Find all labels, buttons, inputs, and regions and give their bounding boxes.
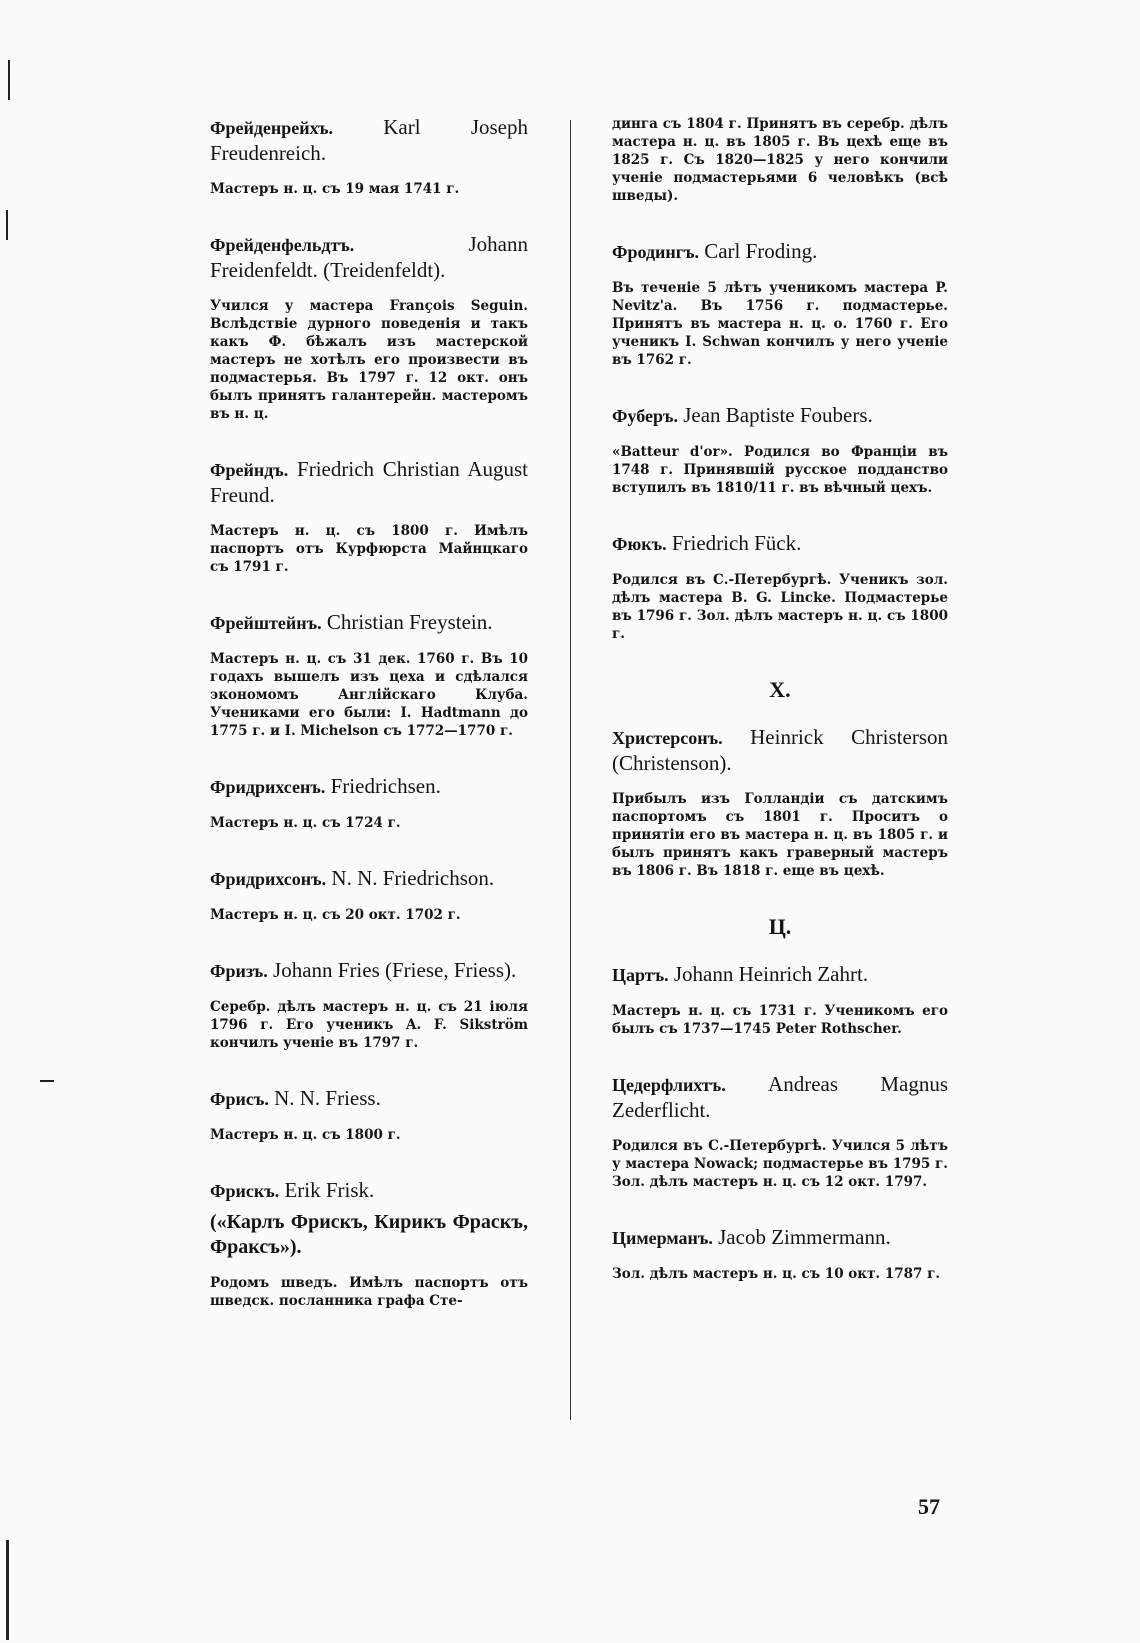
entry-heading bbox=[612, 962, 948, 988]
entry-name: Erik Frisk. bbox=[284, 1178, 375, 1202]
entry-body: Мастеръ н. ц. съ 1731 г. Ученикомъ его былъ съ 1737—1745 Peter Rothscher. bbox=[612, 1003, 948, 1037]
entry bbox=[612, 1072, 948, 1191]
entry bbox=[612, 239, 948, 369]
entry-body: Родомъ шведъ. Имѣлъ паспортъ отъ шведск. посланника графа Сте- bbox=[210, 1275, 528, 1309]
entry-heading bbox=[612, 403, 948, 429]
entry-body: Мастеръ н. ц. съ 31 дек. 1760 г. Въ 10 годахъ вышелъ изъ цеха и сдѣлался экономомъ Англійскаго Клуба. Учениками его были: I. Hadtmann до 1775 г. и I. Michelson съ 1772—1770 г. bbox=[210, 651, 528, 739]
entry-body: Мастеръ н. ц. съ 1800 г. bbox=[210, 1127, 401, 1143]
entry-surname: Цартъ. bbox=[612, 965, 669, 985]
entry-body: Родился въ С.-Петербургѣ. Ученикъ зол. дѣлъ мастера B. G. Lincke. Подмастерье въ 1796 г. Зол. дѣлъ мастеръ н. ц. съ 1800 г. bbox=[612, 572, 948, 642]
entry bbox=[612, 1225, 948, 1283]
entry-name: Johann Freidenfeldt. (Treidenfeldt). bbox=[210, 232, 528, 282]
entry-body: Въ теченіе 5 лѣтъ ученикомъ мастера P. Nevitz'а. Въ 1756 г. подмастерье. Принятъ въ мастера н. ц. о. 1760 г. Его ученикъ I. Schwan кончилъ у него ученіе въ 1762 г. bbox=[612, 280, 948, 368]
entry-name: Johann Fries (Friese, Friess). bbox=[273, 958, 517, 982]
entry-body: Прибылъ изъ Голландіи съ датскимъ паспортомъ съ 1801 г. Проситъ о принятіи его въ мастера н. ц. въ 1805 г. и былъ принятъ какъ граверный мастеръ въ 1806 г. Въ 1818 г. еще въ цехѣ. bbox=[612, 791, 948, 879]
entry-body: Мастеръ н. ц. съ 19 мая 1741 г. bbox=[210, 181, 460, 197]
entry-surname: Фридрихсенъ. bbox=[210, 777, 326, 797]
entry bbox=[210, 1086, 528, 1144]
entry-body: Родился въ С.-Петербургѣ. Учился 5 лѣтъ у мастера Nowack; подмастерье въ 1795 г. Зол. дѣлъ мастеръ н. ц. съ 12 окт. 1797. bbox=[612, 1138, 948, 1190]
entry-heading bbox=[612, 1072, 948, 1123]
entry-name: Heinrick Christerson (Christenson). bbox=[612, 725, 948, 775]
margin-mark bbox=[8, 60, 10, 100]
entry-name: Karl Joseph Freudenreich. bbox=[210, 115, 528, 165]
entry-name: Jacob Zimmermann. bbox=[718, 1225, 891, 1249]
entry-name: Christian Freystein. bbox=[326, 610, 493, 634]
entry-name: Andreas Magnus Zederflicht. bbox=[612, 1072, 948, 1122]
entry-heading bbox=[612, 1225, 948, 1251]
entry bbox=[210, 958, 528, 1052]
entry-body: Мастеръ н. ц. съ 1800 г. Имѣлъ паспортъ отъ Курфюрста Майнцкаго съ 1791 г. bbox=[210, 523, 528, 575]
entry-body: Серебр. дѣлъ мастеръ н. ц. съ 21 іюля 1796 г. Его ученикъ A. F. Sikström кончилъ ученіе въ 1797 г. bbox=[210, 999, 528, 1051]
entry-body: Учился у мастера François Seguin. Вслѣдствіе дурного поведенія и такъ какъ Ф. бѣжалъ изъ мастерской мастеръ не хотѣлъ его произвести въ подмастерья. Въ 1797 г. 12 окт. онъ былъ принятъ галантерейн. мастеромъ въ н. ц. bbox=[210, 298, 528, 422]
entry-heading bbox=[210, 115, 528, 166]
left-entry-list bbox=[210, 115, 528, 1144]
entry-surname: Фрейденрейхъ. bbox=[210, 118, 333, 138]
entry bbox=[612, 725, 948, 880]
entry-surname: Фродингъ. bbox=[612, 242, 699, 262]
entry-body: «Batteur d'or». Родился во Франціи въ 1748 г. Принявшій русское подданство вступилъ въ 1810/11 г. въ вѣчный цехъ. bbox=[612, 444, 948, 496]
entry-surname: Фюкъ. bbox=[612, 534, 667, 554]
continuation-text: динга съ 1804 г. Принятъ въ серебр. дѣлъ мастера н. ц. въ 1805 г. Въ цехѣ еще въ 1825 г. Съ 1820—1825 у него кончили ученіе подмастерьями 6 человѣкъ (всѣ шведы). bbox=[612, 116, 948, 204]
entry-name: N. N. Friess. bbox=[274, 1086, 381, 1110]
entry-name: Jean Baptiste Foubers. bbox=[683, 403, 873, 427]
page-number: 57 bbox=[918, 1494, 940, 1519]
entry-name: Friedrich Christian August Freund. bbox=[210, 457, 528, 507]
entry-heading bbox=[210, 610, 528, 636]
entry-body: Мастеръ н. ц. съ 20 окт. 1702 г. bbox=[210, 907, 461, 923]
entry-surname: Фуберъ. bbox=[612, 406, 678, 426]
entry-frisk bbox=[210, 1178, 528, 1310]
entry bbox=[210, 610, 528, 740]
entry-surname: Фризъ. bbox=[210, 961, 268, 981]
entry-surname: Фридрихсонъ. bbox=[210, 869, 327, 889]
entry-surname: Фрейштейнъ. bbox=[210, 613, 322, 633]
entry-surname: Цедерфлихтъ. bbox=[612, 1075, 726, 1095]
section-letter-ts: Ц. bbox=[768, 914, 792, 939]
entry-surname: Фрейденфельдтъ. bbox=[210, 235, 355, 255]
entry-name: Friedrichsen. bbox=[330, 774, 441, 798]
section-letter-kh: Х. bbox=[769, 677, 791, 702]
entry-heading bbox=[612, 725, 948, 776]
entry bbox=[612, 531, 948, 643]
entry-heading bbox=[210, 1086, 528, 1112]
entry-name: Johann Heinrich Zahrt. bbox=[673, 962, 869, 986]
entry-heading bbox=[210, 457, 528, 508]
entry-heading bbox=[210, 1178, 528, 1204]
margin-mark bbox=[6, 1540, 9, 1640]
entry-surname: Фрисъ. bbox=[210, 1089, 269, 1109]
entry bbox=[210, 232, 528, 423]
entry bbox=[210, 774, 528, 832]
entry bbox=[210, 115, 528, 198]
entry bbox=[210, 457, 528, 576]
entry-aka: («Карлъ Фрискъ, Кирикъ Фраскъ, Фраксъ»). bbox=[210, 1211, 528, 1258]
entry-name: Friedrich Fück. bbox=[671, 531, 802, 555]
left-column bbox=[210, 115, 528, 1344]
entry-body: Зол. дѣлъ мастеръ н. ц. съ 10 окт. 1787 г. bbox=[612, 1266, 941, 1282]
entry bbox=[612, 962, 948, 1038]
entry-heading bbox=[210, 866, 528, 892]
entries-f bbox=[612, 239, 948, 643]
right-column bbox=[612, 115, 948, 1317]
entry-heading bbox=[210, 232, 528, 283]
entry-surname: Христерсонъ. bbox=[612, 728, 723, 748]
column-divider bbox=[570, 120, 571, 1420]
entries-ts bbox=[612, 962, 948, 1283]
entry-heading bbox=[210, 774, 528, 800]
entry bbox=[210, 866, 528, 924]
entry-name: Carl Froding. bbox=[704, 239, 818, 263]
entry-heading bbox=[612, 531, 948, 557]
entry-surname: Цимерманъ. bbox=[612, 1228, 713, 1248]
entry-body: Мастеръ н. ц. съ 1724 г. bbox=[210, 815, 401, 831]
entries-kh bbox=[612, 725, 948, 880]
entry-surname: Фрискъ. bbox=[210, 1181, 280, 1201]
entry bbox=[612, 403, 948, 497]
entry-surname: Фрейндъ. bbox=[210, 460, 289, 480]
entry-name: N. N. Friedrichson. bbox=[331, 866, 495, 890]
margin-mark bbox=[40, 1080, 54, 1082]
margin-mark bbox=[6, 210, 8, 240]
entry-heading bbox=[210, 958, 528, 984]
entry-heading bbox=[612, 239, 948, 265]
